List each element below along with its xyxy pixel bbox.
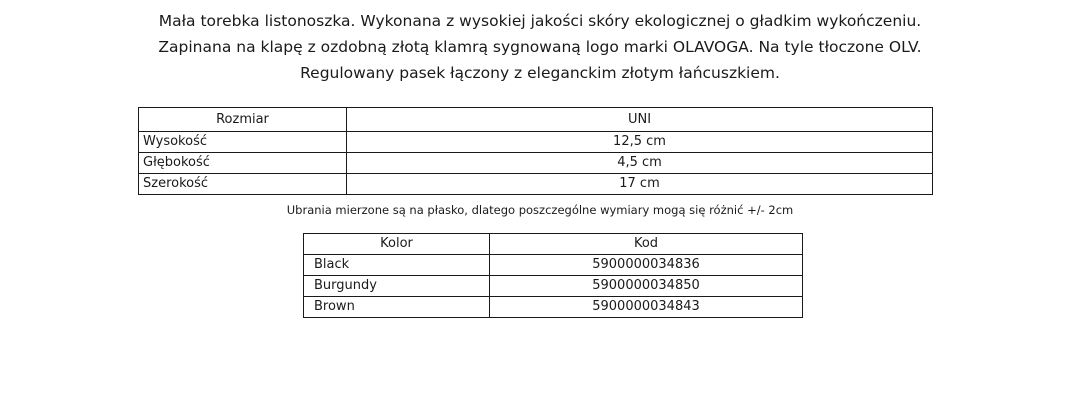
size-header-value: UNI (347, 108, 933, 132)
size-row-value: 17 cm (347, 174, 933, 195)
description-line-3: Regulowany pasek łączony z eleganckim złotym łańcuszkiem. (300, 64, 780, 82)
size-row-value: 4,5 cm (347, 153, 933, 174)
description-line-1: Mała torebka listonoszka. Wykonana z wysokiej jakości skóry ekologicznej o gładkim wykończeniu. (158, 12, 922, 30)
table-row (304, 276, 803, 297)
color-code: 5900000034843 (490, 297, 803, 318)
color-name: Burgundy (304, 276, 490, 297)
measurement-note: Ubrania mierzone są na płasko, dlatego poszczególne wymiary mogą się różnić +/- 2cm (286, 203, 794, 217)
size-header-label: Rozmiar (139, 108, 347, 132)
description-line-2: Zapinana na klapę z ozdobną złotą klamrą sygnowaną logo marki OLAVOGA. Na tyle tłoczone OLV. (158, 38, 922, 56)
color-header: Kolor (304, 234, 490, 255)
color-table-header-row (304, 234, 803, 255)
size-row-height (139, 132, 933, 153)
size-row-label: Wysokość (139, 132, 347, 153)
size-row-width (139, 174, 933, 195)
table-row (304, 297, 803, 318)
size-row-depth (139, 153, 933, 174)
product-description (0, 8, 1080, 86)
size-row-label: Szerokość (139, 174, 347, 195)
color-code-table (303, 233, 803, 318)
table-row (304, 255, 803, 276)
color-code: 5900000034850 (490, 276, 803, 297)
code-header: Kod (490, 234, 803, 255)
color-name: Brown (304, 297, 490, 318)
color-code: 5900000034836 (490, 255, 803, 276)
size-table-header-row (139, 108, 933, 132)
size-row-value: 12,5 cm (347, 132, 933, 153)
color-name: Black (304, 255, 490, 276)
size-table (138, 107, 933, 195)
size-row-label: Głębokość (139, 153, 347, 174)
